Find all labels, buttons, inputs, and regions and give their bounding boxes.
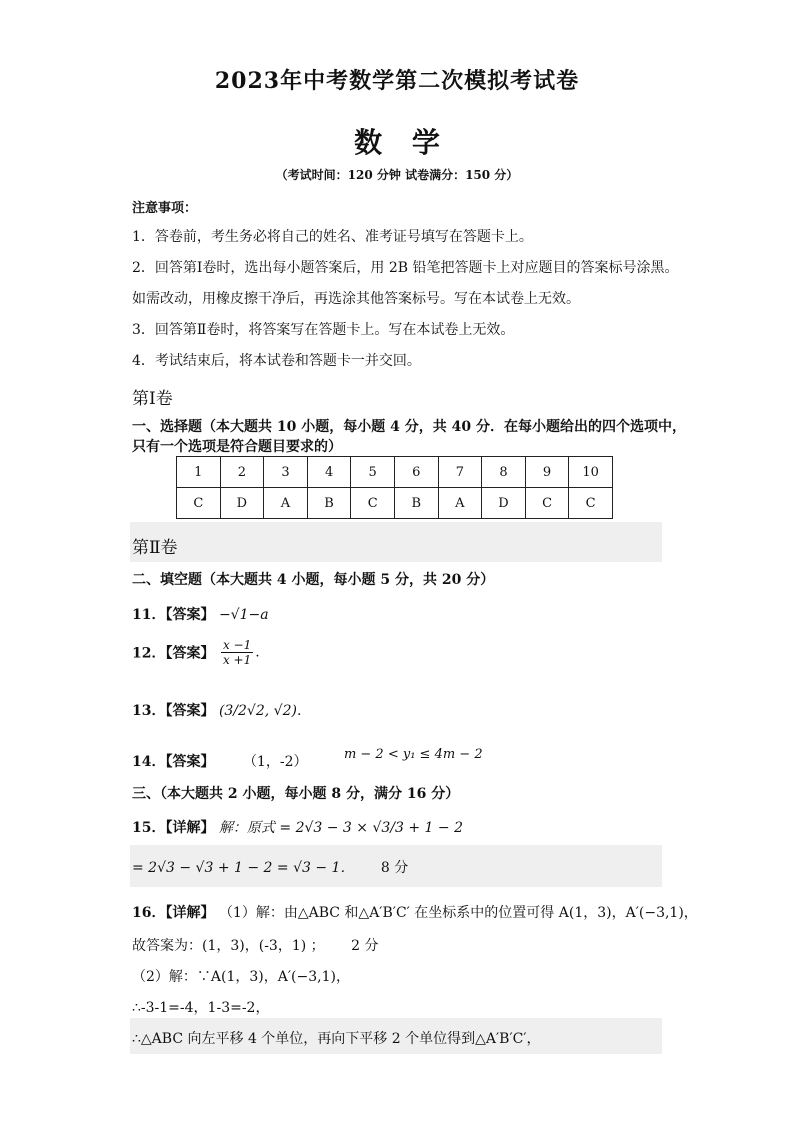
q15-result: = 2√3 − √3 + 1 − 2 = √3 − 1． [132,860,355,876]
table-cell: D [220,488,264,519]
note-item-2-cont: 如需改动，用橡皮擦干净后，再选涂其他答案标号。写在本试卷上无效。 [132,291,580,307]
q16-score: 2 分 [351,938,379,954]
exam-info: （考试时间：120 分钟 试卷满分：150 分） [275,168,519,182]
table-cell: 10 [569,457,613,488]
q12-answer-line: 12．【答案】 $\frac{x -1}{x +1}$ . [132,638,260,667]
q13-label: 13．【答案】 [132,703,215,719]
q16-line2 [132,935,378,955]
table-cell: A [264,488,308,519]
q14-answer-line [132,747,483,771]
q14-inequality: m − 2 < y₁ ≤ 4m − 2 [343,747,483,762]
answer-table-numbers-row [177,457,613,488]
table-cell: C [569,488,613,519]
part2-heading: 第Ⅱ卷 [132,538,178,558]
table-cell: 4 [307,457,351,488]
q15-score: 8 分 [380,860,409,876]
q14-label: 14．【答案】 [132,754,215,770]
q15-line2 [132,857,408,877]
section2-title: 二、填空题（本大题共 4 小题，每小题 5 分，共 20 分） [132,572,495,588]
table-cell: B [394,488,438,519]
q15-label: 15．【详解】 [132,820,215,836]
subject-char-1: 数 [354,126,383,159]
table-cell: A [438,488,482,519]
q15-expression: 解：原式 = 2√3 − 3 × √3/3 + 1 − 2 [218,820,464,836]
q15-line1 [132,817,463,837]
notes-heading: 注意事项： [132,201,198,216]
table-cell: 5 [351,457,395,488]
table-cell: 6 [394,457,438,488]
exam-title: 2023年中考数学第二次模拟考试卷 [214,68,580,94]
note-item-1: 1．答卷前，考生务必将自己的姓名、准考证号填写在答题卡上。 [132,229,533,245]
part1-heading: 第Ⅰ卷 [132,389,173,409]
q12-fraction [221,638,253,667]
table-cell: 3 [264,457,308,488]
table-cell: C [351,488,395,519]
q13-answer-line: 13．【答案】 (3/2√2, √2). [132,703,302,719]
note-item-4: 4．考试结束后，将本试卷和答题卡一并交回。 [132,353,421,369]
table-cell: 8 [482,457,526,488]
q16-answer-summary: 故答案为：(1，3)，(-3，1) ； [132,938,325,954]
q12-label: 12．【答案】 [132,645,215,662]
table-cell: 2 [220,457,264,488]
q16-label: 16．【详解】 [132,905,215,921]
table-cell: 7 [438,457,482,488]
table-cell: B [307,488,351,519]
answer-table [176,456,613,519]
section1-title-line2: 只有一个选项是符合题目要求的） [132,439,342,455]
q16-part1: （1）解：由△ABC 和△A′B′C′ 在坐标系中的位置可得 A(1，3)，A′(−3,1)， [218,905,698,921]
q16-line4: ∴-3-1=-4，1-3=-2， [132,1000,270,1016]
q13-answer: (3/2√2, √2) [218,703,297,719]
part2-heading-shade [130,522,662,562]
q14-point: （1，-2） [242,754,308,770]
answer-table-answers-row [177,488,613,519]
section1-title-line1: 一、选择题（本大题共 10 小题，每小题 4 分，共 40 分．在每小题给出的四个选项中， [132,419,686,435]
table-cell: C [177,488,221,519]
note-item-3: 3．回答第Ⅱ卷时，将答案写在答题卡上。写在本试卷上无效。 [132,322,515,338]
subject-heading [0,121,794,161]
section3-title: 三、（本大题共 2 小题，每小题 8 分，满分 16 分） [132,786,460,802]
q16-line5: ∴△ABC 向左平移 4 个单位，再向下平移 2 个单位得到△A′B′C′， [132,1031,541,1047]
q11-label: 11．【答案】 [132,607,215,623]
table-cell: 1 [177,457,221,488]
q16-line1 [132,902,698,922]
table-cell: C [525,488,569,519]
q11-answer-line [132,604,269,624]
note-item-2: 2．回答第Ⅰ卷时，选出每小题答案后，用 2B 铅笔把答题卡上对应题目的答案标号涂黑。 [132,260,679,276]
q16-line3: （2）解：∵A(1，3)，A′(−3,1)， [132,969,350,985]
q12-denominator: x +1 [222,653,252,667]
q11-answer: −√1−a [218,607,269,623]
table-cell: 9 [525,457,569,488]
table-cell: D [482,488,526,519]
subject-char-2: 学 [411,126,440,159]
q12-numerator: x −1 [222,638,252,652]
